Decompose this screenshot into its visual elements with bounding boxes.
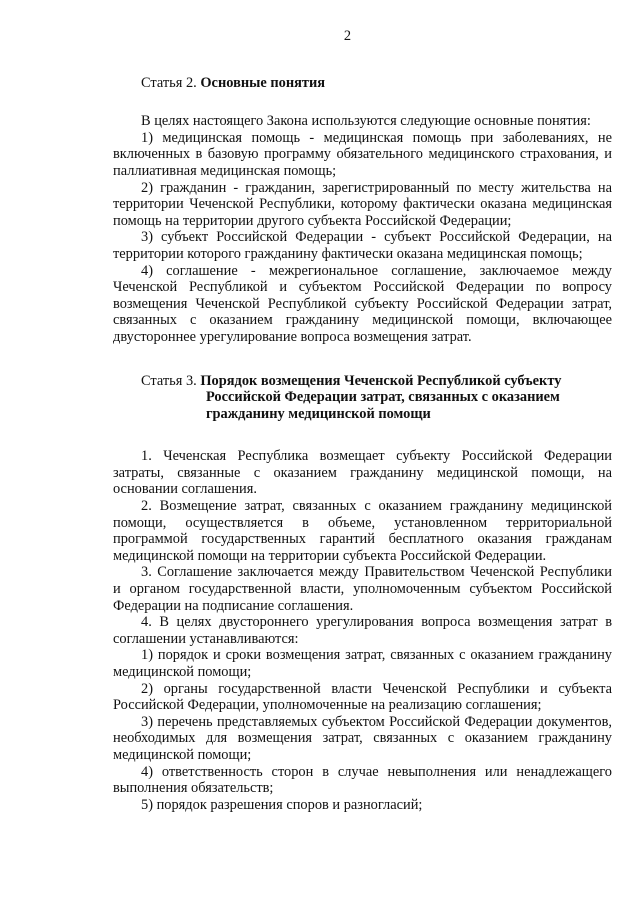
article-3-title-line3: гражданину медицинской помощи <box>206 405 431 422</box>
article-3-paragraph: 3. Соглашение заключается между Правительством Чеченской Республики и органом государственной власти, уполномоченным субъектом Российской Федерации на подписание соглашения. <box>113 564 612 614</box>
article-3-paragraph: 1. Чеченская Республика возмещает субъекту Российской Федерации затраты, связанные с оказанием гражданину медицинской помощи, на основании соглашения. <box>113 448 612 498</box>
article-2-paragraph: 1) медицинская помощь - медицинская помощь при заболеваниях, не включенных в базовую программу обязательного медицинского страхования, и паллиативная медицинская помощь; <box>113 129 612 179</box>
article-3-paragraph: 4) ответственность сторон в случае невыполнения или ненадлежащего выполнения обязательств; <box>113 763 612 797</box>
article-3-paragraph: 2) органы государственной власти Чеченской Республики и субъекта Российской Федерации, уполномоченные на реализацию соглашения; <box>113 680 612 714</box>
article-3-paragraph: 1) порядок и сроки возмещения затрат, связанных с оказанием гражданину медицинской помощи; <box>113 647 612 680</box>
article-2-title: Основные понятия <box>200 74 326 91</box>
article-3-title-line1: Порядок возмещения Чеченской Республикой субъекту <box>200 372 562 389</box>
article-3-paragraph: 4. В целях двустороннего урегулирования вопроса возмещения затрат в соглашении устанавливаются: <box>113 614 612 647</box>
page-number: 2 <box>343 28 352 44</box>
article-3-prefix: Статья 3. <box>141 372 197 389</box>
article-2-paragraph: 3) субъект Российской Федерации - субъект Российской Федерации, на территории которого гражданину фактически оказана медицинская помощь; <box>113 229 612 262</box>
article-2-paragraph: 2) гражданин - гражданин, зарегистрированный по месту жительства на территории Чеченской Республики, которому фактически оказана медицинская помощь на территории другого субъекта Российской Федерации; <box>113 179 612 229</box>
article-3-title-line2: Российской Федерации затрат, связанных с оказанием <box>206 389 560 406</box>
article-2-paragraph: В целях настоящего Закона используются следующие основные понятия: <box>141 113 591 130</box>
article-3-paragraph: 2. Возмещение затрат, связанных с оказанием гражданину медицинской помощи, осуществляется в объеме, установленном территориальной программой государственных гарантий бесплатного оказания гражданам медицинской помощи на территории субъекта Российской Федерации. <box>113 498 612 564</box>
article-3-paragraph: 5) порядок разрешения споров и разногласий; <box>141 796 423 813</box>
article-2-heading <box>113 75 612 92</box>
article-2-paragraph: 4) соглашение - межрегиональное соглашение, заключаемое между Чеченской Республикой и субъектом Российской Федерации по вопросу возмещения Чеченской Республикой субъекту Российской Федерации затрат, связанных с оказанием гражданину медицинской помощи, включающее двустороннее урегулирование вопроса возмещения затрат. <box>113 262 612 345</box>
article-3-heading <box>113 373 612 423</box>
article-2-prefix: Статья 2. <box>141 74 197 91</box>
article-3-paragraph: 3) перечень представляемых субъектом Российской Федерации документов, необходимых для возмещения затрат, связанных с оказанием гражданину медицинской помощи; <box>113 713 612 763</box>
